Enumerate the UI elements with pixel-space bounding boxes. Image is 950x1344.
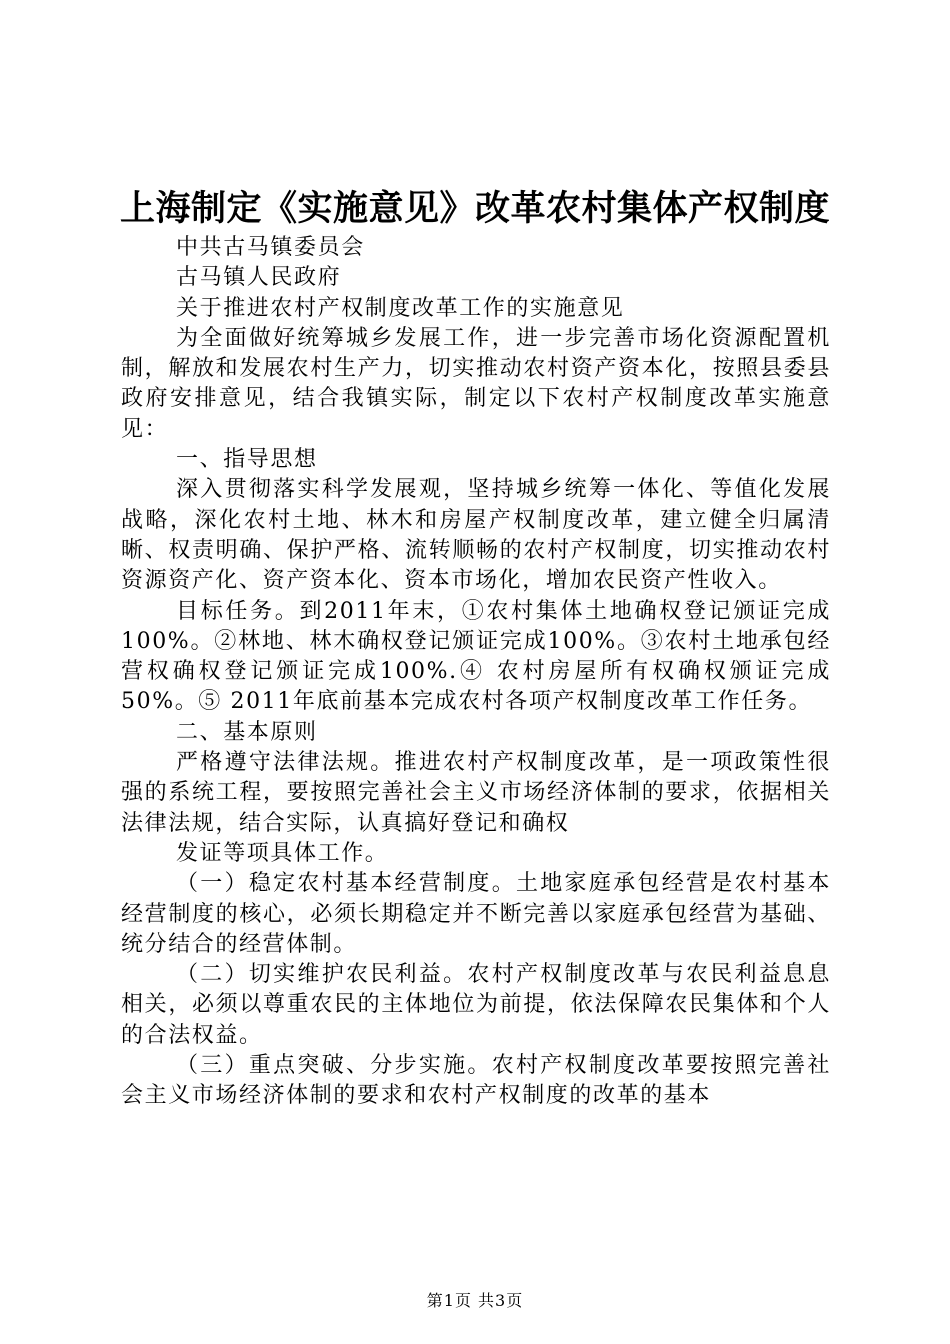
paragraph-law-compliance: 严格遵守法律法规。推进农村产权制度改革，是一项政策性很强的系统工程，要按照完善社会主义市场经济体制的要求，依据相关法律法规，结合实际，认真搞好登记和确权 — [121, 750, 831, 836]
paragraph-principle-3: （三）重点突破、分步实施。农村产权制度改革要按照完善社会主义市场经济体制的要求和农村产权制度的改革的基本 — [121, 1053, 831, 1109]
section-heading-basic-principles: 二、基本原则 — [176, 719, 318, 745]
paragraph-principle-2: （二）切实维护农民利益。农村产权制度改革与农民利益息息相关，必须以尊重农民的主体地位为前提，依法保障农民集体和个人的合法权益。 — [121, 962, 831, 1048]
paragraph-principle-1: （一）稳定农村基本经营制度。土地家庭承包经营是农村基本经营制度的核心，必须长期稳定并不断完善以家庭承包经营为基础、统分结合的经营体制。 — [121, 871, 831, 957]
paragraph-guiding-ideology: 深入贯彻落实科学发展观，坚持城乡统筹一体化、等值化发展战略，深化农村土地、林木和房屋产权制度改革，建立健全归属清晰、权责明确、保护严格、流转顺畅的农村产权制度，切实推动农村资源资产化、资产资本化、资本市场化，增加农民资产性收入。 — [121, 477, 831, 594]
paragraph-town-government: 古马镇人民政府 — [176, 265, 342, 291]
document-title: 上海制定《实施意见》改革农村集体产权制度 — [119, 188, 830, 229]
paragraph-document-subtitle: 关于推进农村产权制度改革工作的实施意见 — [176, 295, 625, 321]
paragraph-intro: 为全面做好统筹城乡发展工作，进一步完善市场化资源配置机制，解放和发展农村生产力，切实推动农村资产资本化，按照县委县政府安排意见，结合我镇实际，制定以下农村产权制度改革实施意见： — [121, 325, 831, 442]
paragraph-party-committee: 中共古马镇委员会 — [176, 235, 365, 260]
paragraph-certification-work: 发证等项具体工作。 — [176, 840, 389, 866]
page-number: 第1页 共3页 — [426, 1291, 524, 1310]
paragraph-targets: 目标任务。到2011年末，①农村集体土地确权登记颁证完成100%。②林地、林木确权登记颁证完成100%。③农村土地承包经营权确权登记颁证完成100%.④ 农村房屋所有权确权颁证完成50%。⑤ 2011年底前基本完成农村各项产权制度改革工作任务。 — [121, 598, 831, 715]
section-heading-guiding-ideology: 一、指导思想 — [176, 447, 318, 473]
document-body — [121, 233, 831, 1112]
